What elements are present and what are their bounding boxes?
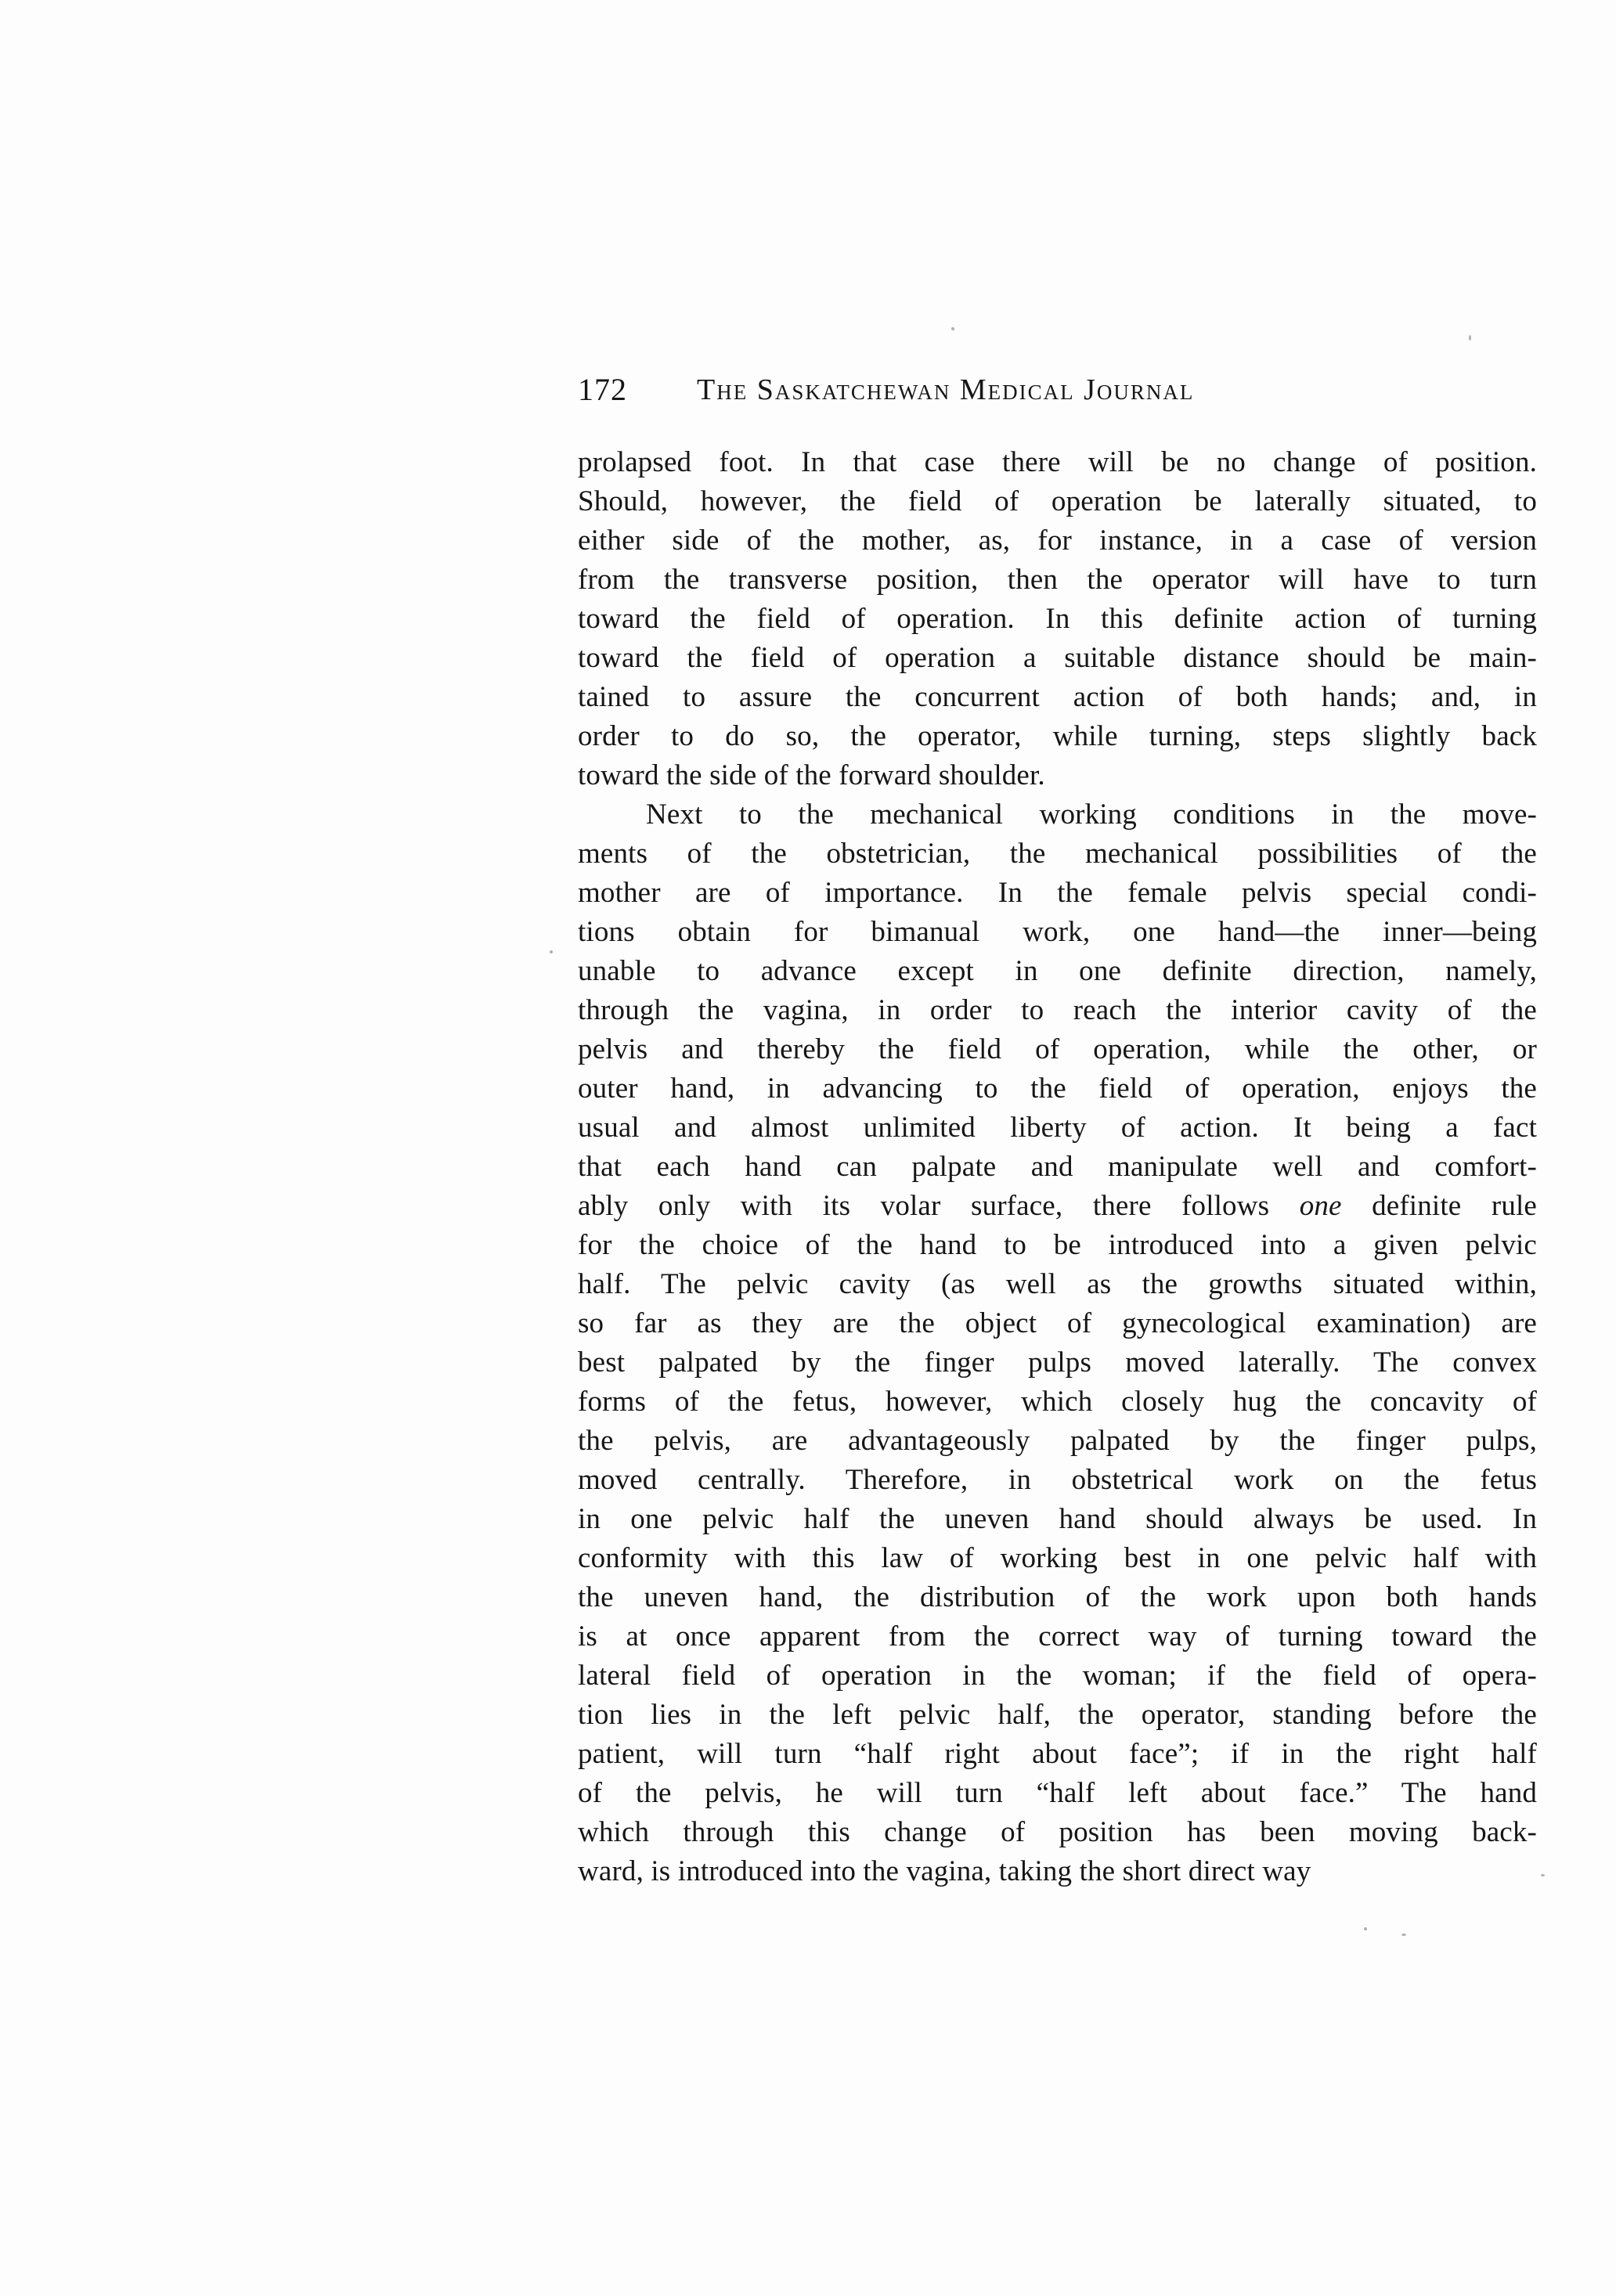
text-line xyxy=(578,1617,1537,1656)
text-line xyxy=(578,1461,1537,1500)
print-speck xyxy=(550,950,553,953)
text-segment: in one pelvic half the uneven hand should always be used. In xyxy=(578,1503,1537,1535)
text-line xyxy=(578,952,1537,991)
journal-title: The Saskatchewan Medical Journal xyxy=(697,373,1195,406)
text-segment: definite rule xyxy=(1341,1190,1537,1222)
print-speck xyxy=(1364,1927,1367,1930)
text-segment: tions obtain for bimanual work, one hand—the inner—being xyxy=(578,916,1537,948)
running-header xyxy=(578,366,1517,413)
text-line xyxy=(578,1774,1537,1813)
text-segment: lateral field of operation in the woman; if the field of opera- xyxy=(578,1660,1537,1692)
text-line xyxy=(578,913,1537,952)
paragraph xyxy=(578,443,1537,795)
text-line xyxy=(578,443,1537,482)
text-segment: tion lies in the left pelvic half, the operator, standing before the xyxy=(578,1699,1537,1731)
text-line xyxy=(578,1422,1537,1461)
text-segment: pelvis and thereby the field of operation, while the other, or xyxy=(578,1033,1537,1065)
text-segment: tained to assure the concurrent action of both hands; and, in xyxy=(578,681,1537,713)
text-segment: ments of the obstetrician, the mechanical possibilities of the xyxy=(578,838,1537,870)
text-segment: usual and almost unlimited liberty of action. It being a fact xyxy=(578,1112,1537,1144)
text-segment: one xyxy=(1299,1190,1342,1222)
text-segment: patient, will turn “half right about face”; if in the right half xyxy=(578,1738,1537,1770)
text-segment: forms of the fetus, however, which closely hug the concavity of xyxy=(578,1386,1537,1418)
text-segment: conformity with this law of working best in one pelvic half with xyxy=(578,1542,1537,1574)
text-line xyxy=(578,991,1537,1030)
print-speck xyxy=(1469,335,1471,341)
paragraph xyxy=(578,795,1537,1891)
text-segment: the pelvis, are advantageously palpated by the finger pulps, xyxy=(578,1425,1537,1457)
text-line xyxy=(578,1304,1537,1343)
print-speck xyxy=(1401,1934,1406,1936)
text-segment: of the pelvis, he will turn “half left about face.” The hand xyxy=(578,1777,1537,1809)
text-line xyxy=(578,1030,1537,1069)
text-line xyxy=(578,678,1537,717)
print-speck xyxy=(951,327,954,330)
text-line xyxy=(578,756,1537,795)
text-segment: which through this change of position has been moving back- xyxy=(578,1816,1537,1848)
text-line xyxy=(578,874,1537,913)
text-segment: is at once apparent from the correct way of turning toward the xyxy=(578,1620,1537,1653)
text-line xyxy=(578,1108,1537,1148)
text-line xyxy=(578,1852,1537,1891)
text-line xyxy=(578,1187,1537,1226)
text-segment: Next to the mechanical working conditions in the move- xyxy=(646,798,1537,831)
text-segment: unable to advance except in one definite direction, namely, xyxy=(578,955,1537,987)
text-segment: half. The pelvic cavity (as well as the growths situated within, xyxy=(578,1268,1537,1300)
text-line xyxy=(578,639,1537,678)
text-line xyxy=(578,1656,1537,1696)
text-segment: the uneven hand, the distribution of the work upon both hands xyxy=(578,1581,1537,1613)
text-segment: through the vagina, in order to reach the interior cavity of the xyxy=(578,994,1537,1026)
text-segment: toward the field of operation. In this definite action of turning xyxy=(578,603,1537,635)
text-segment: moved centrally. Therefore, in obstetrical work on the fetus xyxy=(578,1464,1537,1496)
text-line xyxy=(578,521,1537,560)
text-segment: Should, however, the field of operation be laterally situated, to xyxy=(578,485,1537,517)
text-line xyxy=(578,1265,1537,1304)
text-line xyxy=(578,1813,1537,1852)
text-segment: prolapsed foot. In that case there will be no change of position. xyxy=(578,446,1537,478)
text-line xyxy=(578,834,1537,874)
text-line xyxy=(578,1069,1537,1108)
text-segment: best palpated by the finger pulps moved laterally. The convex xyxy=(578,1346,1537,1379)
text-line xyxy=(578,1343,1537,1382)
text-segment: outer hand, in advancing to the field of operation, enjoys the xyxy=(578,1072,1537,1105)
body-text xyxy=(578,443,1537,1891)
text-segment: order to do so, the operator, while turning, steps slightly back xyxy=(578,720,1537,752)
text-line xyxy=(578,1735,1537,1774)
text-line xyxy=(578,1226,1537,1265)
text-line xyxy=(578,560,1537,600)
text-segment: toward the field of operation a suitable distance should be main- xyxy=(578,642,1537,674)
text-segment: mother are of importance. In the female pelvis special condi- xyxy=(578,877,1537,909)
text-segment: so far as they are the object of gynecological examination) are xyxy=(578,1307,1537,1339)
print-speck xyxy=(1541,1874,1545,1876)
text-line xyxy=(578,1578,1537,1617)
text-line xyxy=(578,600,1537,639)
text-segment: for the choice of the hand to be introduced into a given pelvic xyxy=(578,1229,1537,1261)
text-line xyxy=(578,1696,1537,1735)
text-line xyxy=(578,482,1537,521)
text-segment: that each hand can palpate and manipulate well and comfort- xyxy=(578,1151,1537,1183)
text-line xyxy=(578,1148,1537,1187)
text-line xyxy=(578,795,1537,834)
text-line xyxy=(578,1500,1537,1539)
text-line xyxy=(578,1539,1537,1578)
page-number: 172 xyxy=(578,372,627,407)
text-line xyxy=(578,1382,1537,1422)
text-segment: from the transverse position, then the operator will have to turn xyxy=(578,564,1537,596)
text-segment: either side of the mother, as, for instance, in a case of version xyxy=(578,524,1537,557)
text-segment: toward the side of the forward shoulder. xyxy=(578,759,1045,791)
text-segment: ward, is introduced into the vagina, taking the short direct way xyxy=(578,1855,1311,1887)
text-segment: ably only with its volar surface, there follows xyxy=(578,1190,1300,1222)
text-line xyxy=(578,717,1537,756)
